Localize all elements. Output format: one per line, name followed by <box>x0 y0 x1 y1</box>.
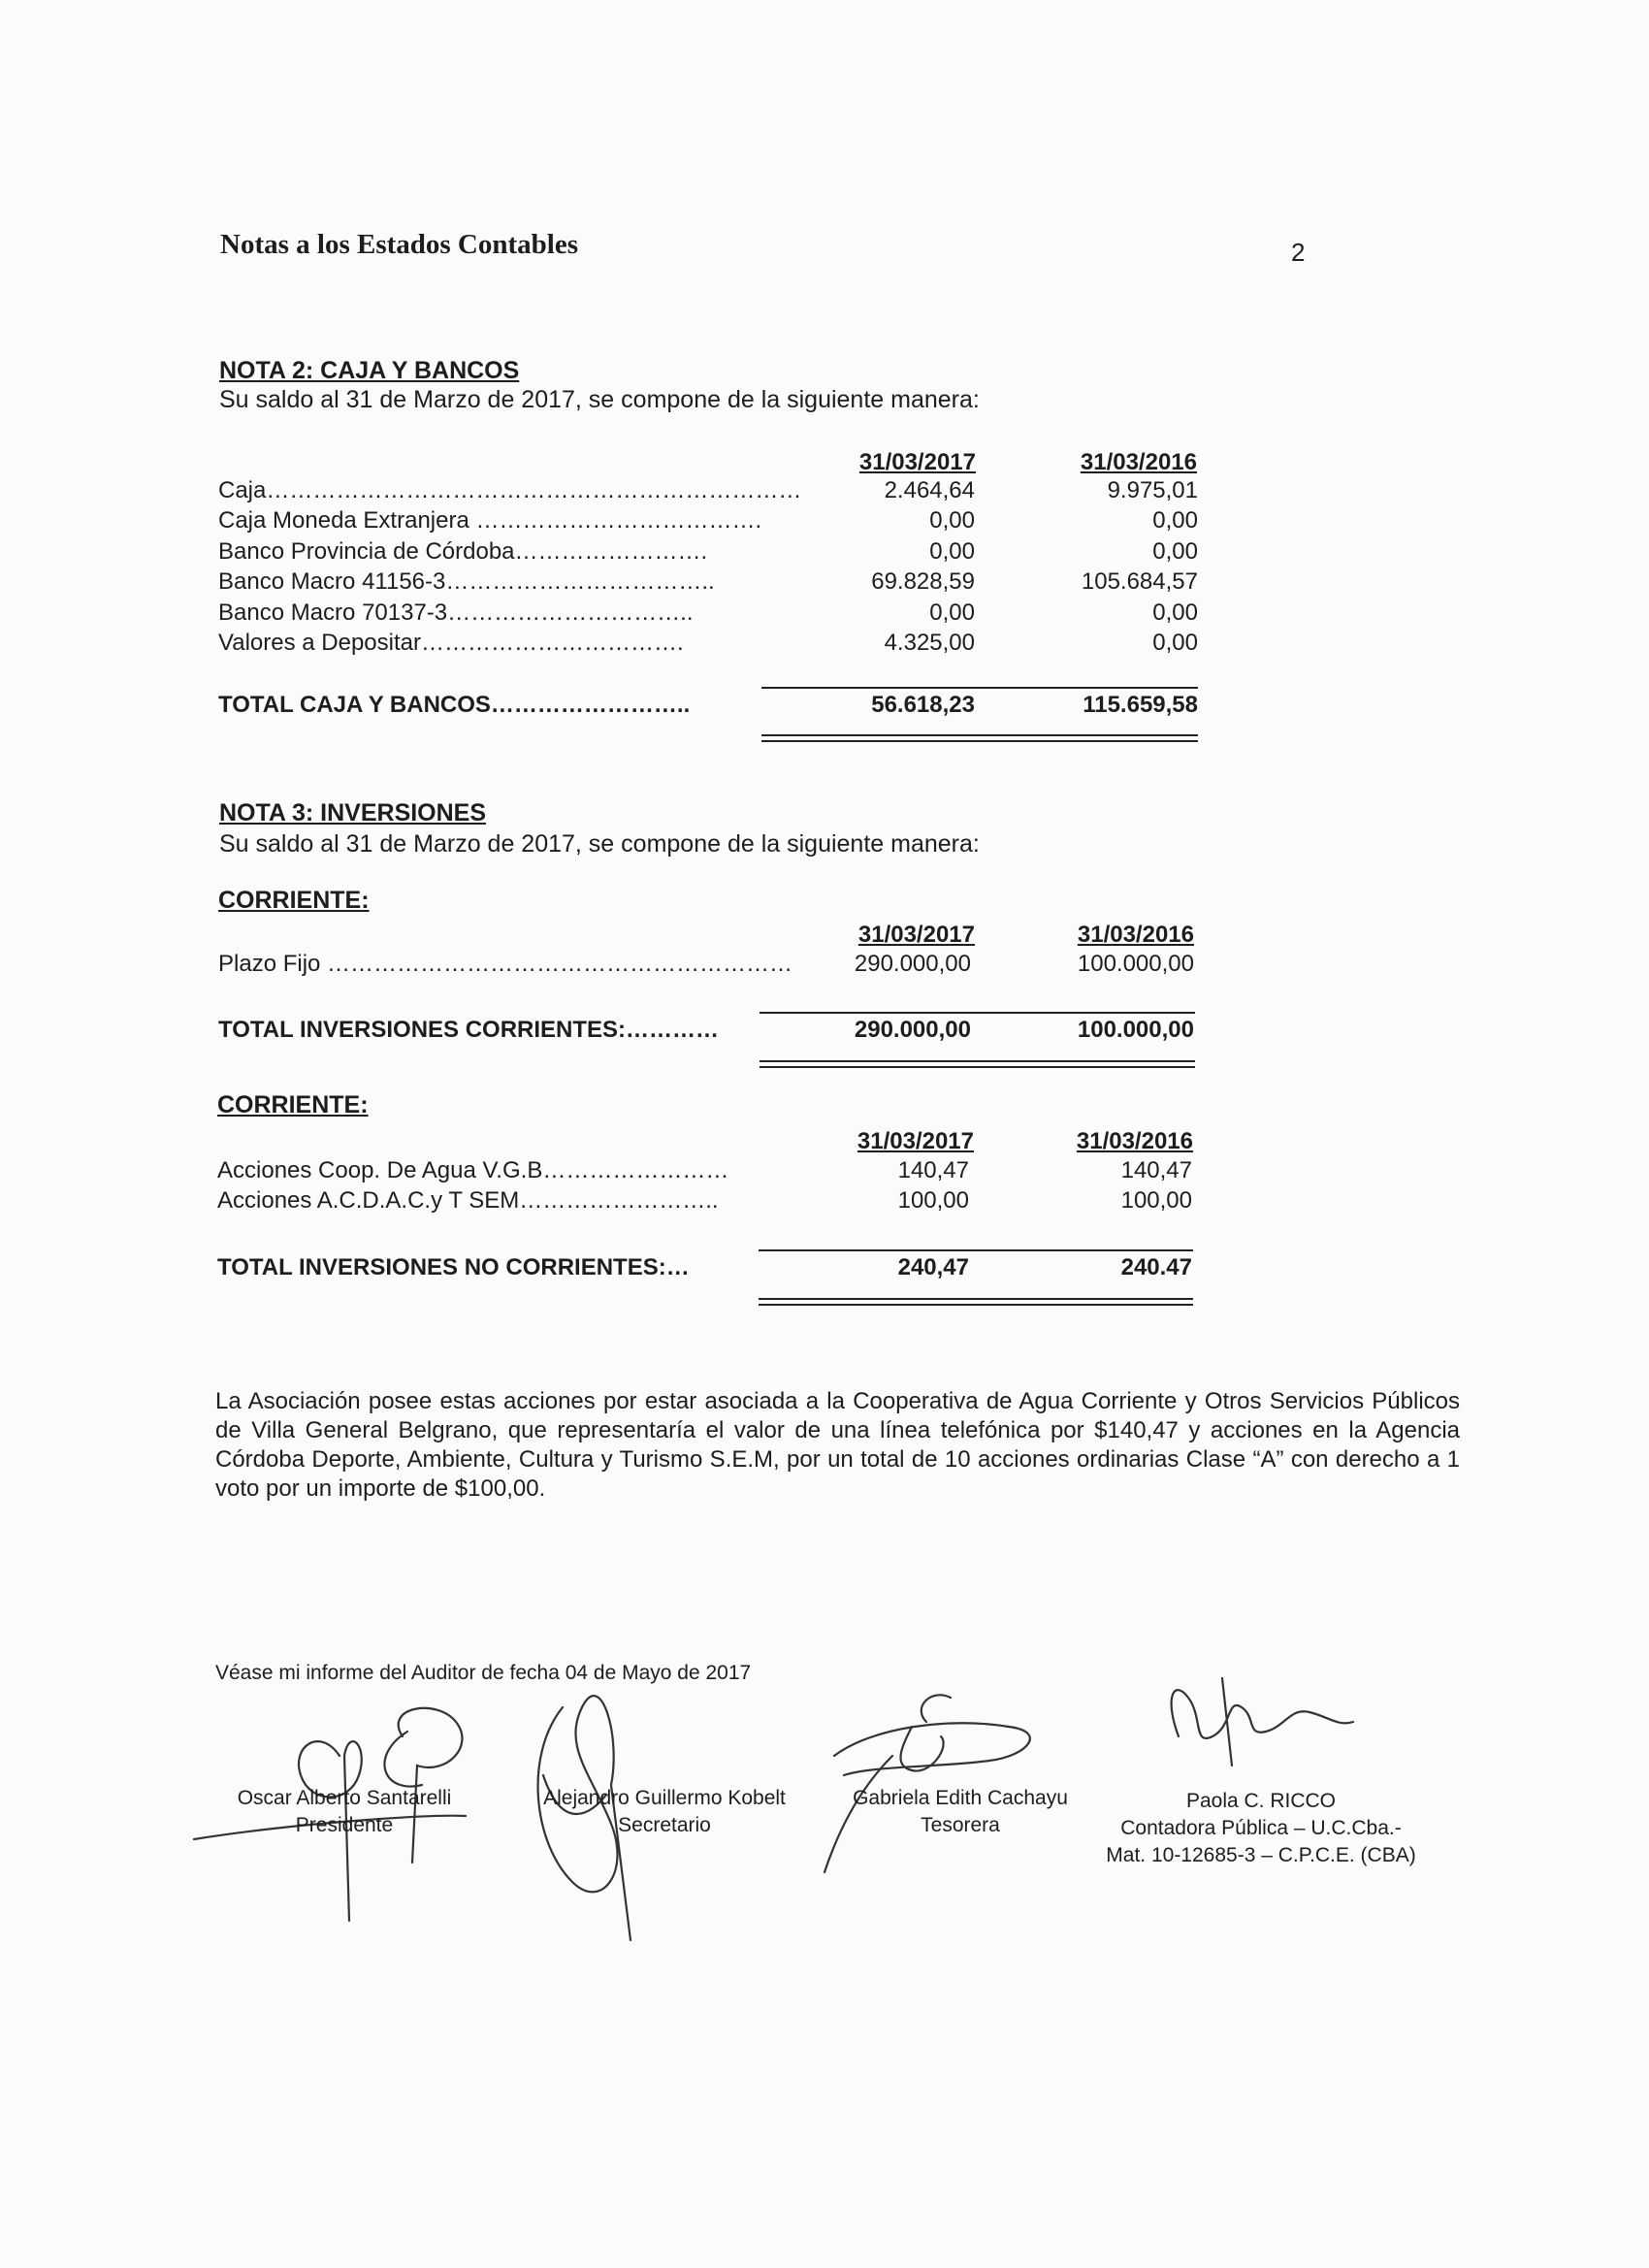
page-title: Notas a los Estados Contables <box>220 229 578 260</box>
signatory-registration: Mat. 10-12685-3 – C.P.C.E. (CBA) <box>1106 1844 1416 1866</box>
nota2-intro: Su saldo al 31 de Marzo de 2017, se compone de la siguiente manera: <box>219 386 980 413</box>
table-row <box>217 1157 1192 1186</box>
signatory-name: Gabriela Edith Cachayu <box>853 1787 1068 1809</box>
row-value-2017: 100,00 <box>897 1187 969 1214</box>
total-label: TOTAL CAJA Y BANCOS…………………….. <box>218 692 691 718</box>
row-label: Caja…………………………………………………………… <box>218 477 802 503</box>
row-value-2017: 0,00 <box>929 599 975 626</box>
total-label: TOTAL INVERSIONES CORRIENTES:………… <box>218 1017 720 1043</box>
row-value-2017: 0,00 <box>929 507 975 534</box>
double-rule <box>760 1060 1195 1068</box>
row-label: Acciones A.C.D.A.C.y T SEM…………………….. <box>217 1187 719 1214</box>
row-value-2016: 100.000,00 <box>1077 951 1194 977</box>
table-row <box>218 951 1194 980</box>
row-label: Banco Macro 41156-3…………………………….. <box>218 568 715 595</box>
row-label: Plazo Fijo …………………………………………………… <box>218 951 793 977</box>
total-value-2017: 56.618,23 <box>871 692 975 718</box>
total-row <box>218 692 1198 721</box>
row-value-2016: 0,00 <box>1152 630 1198 656</box>
signatory-role: Contadora Pública – U.C.Cba.- <box>1120 1817 1402 1839</box>
table-row <box>218 507 1198 536</box>
corriente-col1-header: 31/03/2017 <box>857 922 975 948</box>
nota2-col2-header: 31/03/2016 <box>1080 449 1197 475</box>
row-value-2016: 0,00 <box>1152 599 1198 626</box>
explanatory-paragraph: La Asociación posee estas acciones por estar asociada a la Cooperativa de Agua Corriente y Otros Servicios Públicos de Villa General Belgrano, que representaría el valor de una línea telefónica por $140,47 y acciones en la Agencia Córdoba Deporte, Ambiente, Cultura y Turismo S.E.M, por un total de 10 acciones ordinarias Clase “A” con derecho a 1 voto por un importe de $100,00. <box>215 1388 1460 1502</box>
table-row <box>218 599 1198 629</box>
no-corriente-col2-header: 31/03/2016 <box>1076 1128 1193 1154</box>
nota3-heading: NOTA 3: INVERSIONES <box>219 799 487 826</box>
row-label: Valores a Depositar……………………………. <box>218 630 684 656</box>
row-label: Banco Macro 70137-3………………………….. <box>218 599 694 626</box>
signatory-role: Secretario <box>618 1814 711 1836</box>
signature-block-accountant <box>1086 1788 1436 1869</box>
row-label: Caja Moneda Extranjera ………………………………. <box>218 507 762 534</box>
double-rule <box>759 1298 1193 1306</box>
row-value-2016: 0,00 <box>1152 538 1198 565</box>
total-rule <box>760 1012 1195 1014</box>
table-row <box>218 538 1198 567</box>
row-value-2017: 0,00 <box>929 538 975 565</box>
signature-cachayu-stroke <box>834 1723 1030 1775</box>
row-value-2017: 290.000,00 <box>854 951 971 977</box>
table-row <box>217 1187 1192 1216</box>
total-value-2016: 100.000,00 <box>1077 1017 1194 1043</box>
no-corriente-col1-header: 31/03/2017 <box>857 1128 974 1154</box>
signatory-name: Alejandro Guillermo Kobelt <box>543 1787 786 1809</box>
signatory-name: Paola C. RICCO <box>1185 1790 1337 1812</box>
table-row <box>218 568 1198 598</box>
signatory-role: Tesorera <box>921 1814 1000 1836</box>
total-value-2016: 240.47 <box>1120 1254 1192 1280</box>
row-value-2017: 2.464,64 <box>884 477 975 503</box>
auditor-note: Véase mi informe del Auditor de fecha 04 de Mayo de 2017 <box>215 1662 752 1684</box>
page-number: 2 <box>1291 238 1306 267</box>
row-value-2017: 69.828,59 <box>871 568 975 595</box>
corriente-col2-header: 31/03/2016 <box>1077 922 1194 948</box>
total-label: TOTAL INVERSIONES NO CORRIENTES:… <box>217 1254 690 1280</box>
nota2-col1-header: 31/03/2017 <box>858 449 976 475</box>
total-rule <box>761 687 1198 689</box>
nota3-intro: Su saldo al 31 de Marzo de 2017, se compone de la siguiente manera: <box>219 830 980 858</box>
table-row <box>218 630 1198 659</box>
row-value-2017: 4.325,00 <box>884 630 975 656</box>
signatory-role: Presidente <box>295 1814 394 1836</box>
total-value-2016: 115.659,58 <box>1083 692 1198 718</box>
row-label: Banco Provincia de Córdoba……………………. <box>218 538 708 565</box>
signatory-name: Oscar Alberto Santarelli <box>237 1787 452 1809</box>
corriente-heading: CORRIENTE: <box>218 887 370 914</box>
double-rule <box>761 734 1198 742</box>
signature-block-president <box>209 1785 480 1839</box>
row-value-2016: 0,00 <box>1152 507 1198 534</box>
total-value-2017: 290.000,00 <box>854 1017 971 1043</box>
row-value-2016: 140,47 <box>1120 1157 1192 1183</box>
row-value-2016: 100,00 <box>1120 1187 1192 1214</box>
row-value-2016: 9.975,01 <box>1107 477 1198 503</box>
total-row <box>217 1254 1192 1283</box>
signature-block-treasurer <box>824 1785 1096 1839</box>
signature-ricco-stroke <box>1172 1690 1353 1738</box>
no-corriente-heading: CORRIENTE: <box>217 1091 369 1118</box>
row-label: Acciones Coop. De Agua V.G.B…………………… <box>217 1157 729 1183</box>
nota2-heading: NOTA 2: CAJA Y BANCOS <box>219 357 520 384</box>
total-value-2017: 240,47 <box>897 1254 969 1280</box>
total-rule <box>759 1249 1193 1251</box>
row-value-2017: 140,47 <box>897 1157 969 1183</box>
table-row <box>218 477 1198 506</box>
row-value-2016: 105.684,57 <box>1081 568 1198 595</box>
signature-block-secretary <box>524 1785 805 1839</box>
total-row <box>218 1017 1194 1046</box>
